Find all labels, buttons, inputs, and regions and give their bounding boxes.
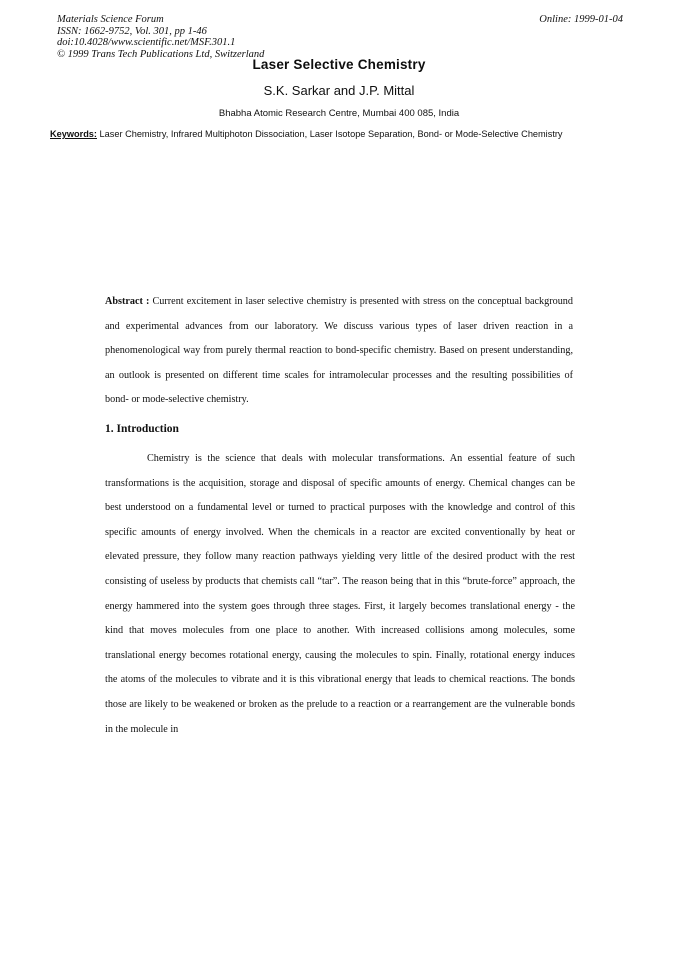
online-date: Online: 1999-01-04 [539,14,623,25]
page-title: Laser Selective Chemistry [252,57,426,72]
abstract-text: Current excitement in laser selective chemistry is presented with stress on the conceptual background and experimental advances from our laboratory. We discuss various types of laser driven reaction in a phenomenological way from purely thermal reaction to bond-specific chemistry. Based on present understanding, an outlook is presented on different time scales for intramolecular processes and the resulting possibilities of bond- or mode-selective chemistry. [105,296,573,405]
section-body-introduction [105,447,575,742]
keywords-text: Laser Chemistry, Infrared Multiphoton Dissociation, Laser Isotope Separation, Bond- or Mode-Selective Chemistry [96,129,563,139]
abstract-block [105,290,573,413]
journal-copyright: © 1999 Trans Tech Publications Ltd, Switzerland [57,48,265,60]
author-list: S.K. Sarkar and J.P. Mittal [263,83,415,98]
journal-name: Materials Science Forum [57,14,164,25]
section-heading-introduction: 1. Introduction [105,423,179,435]
journal-header-left [57,14,417,60]
journal-issn: ISSN: 1662-9752, Vol. 301, pp 1-46 [57,25,207,37]
keywords-block [50,128,626,141]
keywords-label: Keywords: [50,129,97,139]
journal-doi: doi:10.4028/www.scientific.net/MSF.301.1 [57,37,236,49]
affiliation: Bhabha Atomic Research Centre, Mumbai 400 085, India [218,108,460,119]
abstract-label: Abstract : [105,296,150,307]
introduction-paragraph: Chemistry is the science that deals with molecular transformations. An essential feature of such transformations is the acquisition, storage and disposal of specific amounts of energy. Chemical changes can be best understood on a fundamental level or turned to practical purposes with the knowledge and control of this specific amounts of energy involved. When the chemicals in a reactor are excited conventionally by heat or elevated pressure, they follow many reaction pathways yielding very little of the desired product with the rest consisting of useless by products that chemists call “tar”. The reason being that in this “brute-force” approach, the energy hammered into the system goes through three stages. First, it largely becomes translational energy - the kind that moves molecules from one place to another. With increased collisions among molecules, some translational energy becomes rotational energy, causing the molecules to spin. Finally, rotational energy induces the atoms of the molecules to vibrate and it is this vibrational energy that leads to chemical reactions. The bonds those are likely to be weakened or broken as the prelude to a reaction or a rearrangement are the vulnerable bonds in the molecule in [105,453,575,735]
